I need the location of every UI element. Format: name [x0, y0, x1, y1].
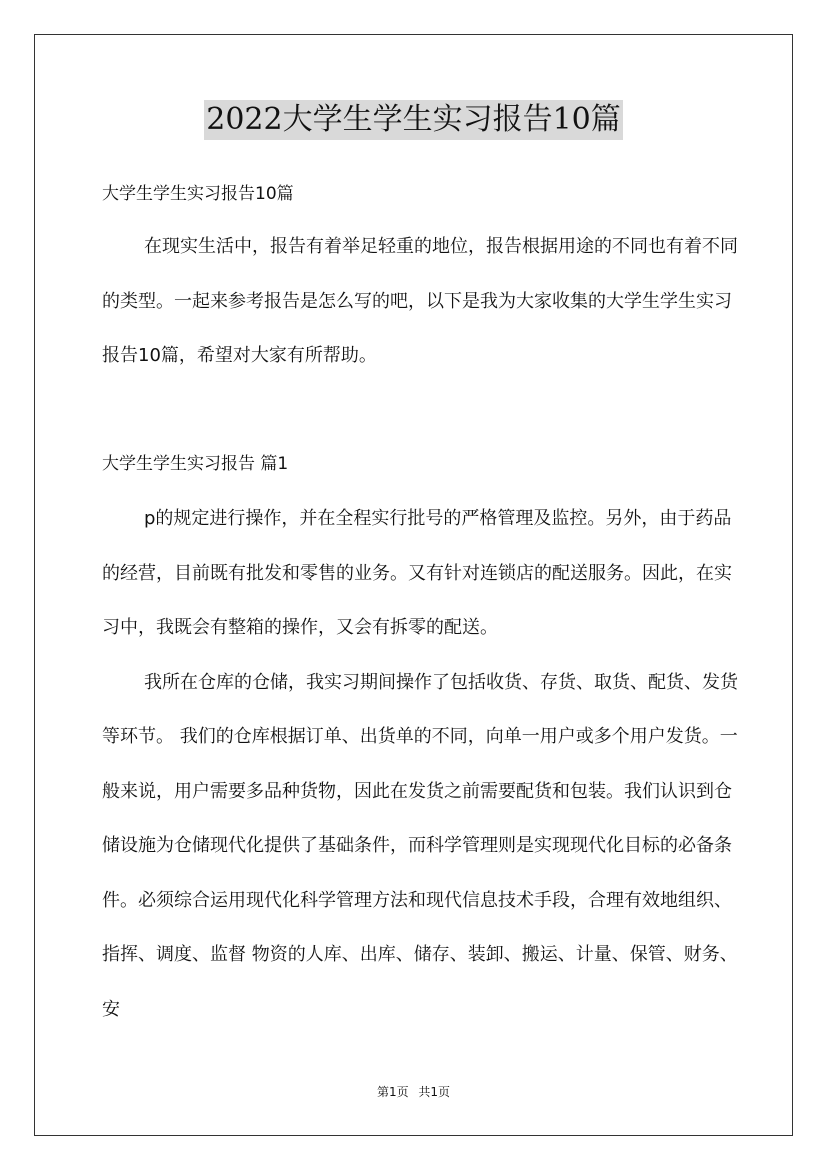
paragraph-1: p的规定进行操作，并在全程实行批号的严格管理及监控。另外，由于药品的经营，目前既有批发和零售的业务。又有针对连锁店的配送服务。因此，在实习中，我既会有整箱的操作，又会有拆零的配送。	[102, 508, 732, 638]
page-footer	[0, 1083, 827, 1100]
title-container	[0, 100, 827, 140]
section-content	[102, 492, 738, 1037]
section-heading: 大学生学生实习报告 篇1	[102, 454, 289, 474]
document-title: 2022大学生学生实习报告10篇	[204, 100, 623, 140]
paragraph-2: 我所在仓库的仓储，我实习期间操作了包括收货、存货、取货、配货、发货等环节。 我们的仓库根据订单、出货单的不同，向单一用户或多个用户发货。一般来说，用户需要多品种货物，因此在发货之前需要配货和包装。我们认识到仓储设施为仓储现代化提供了基础条件，而科学管理则是实现现代化目标的必备条件。必须综合运用现代化科学管理方法和现代信息技术手段，合理有效地组织、指挥、调度、监督 物资的人库、出库、储存、装卸、搬运、计量、保管、财务、安	[102, 671, 738, 1020]
document-subtitle: 大学生学生实习报告10篇	[102, 184, 294, 204]
page-total: 共1页	[418, 1085, 451, 1099]
intro-section	[102, 220, 738, 384]
page-number: 第1页	[376, 1085, 409, 1099]
intro-paragraph: 在现实生活中，报告有着举足轻重的地位，报告根据用途的不同也有着不同的类型。一起来参考报告是怎么写的吧，以下是我为大家收集的大学生学生实习报告10篇，希望对大家有所帮助。	[102, 236, 738, 366]
